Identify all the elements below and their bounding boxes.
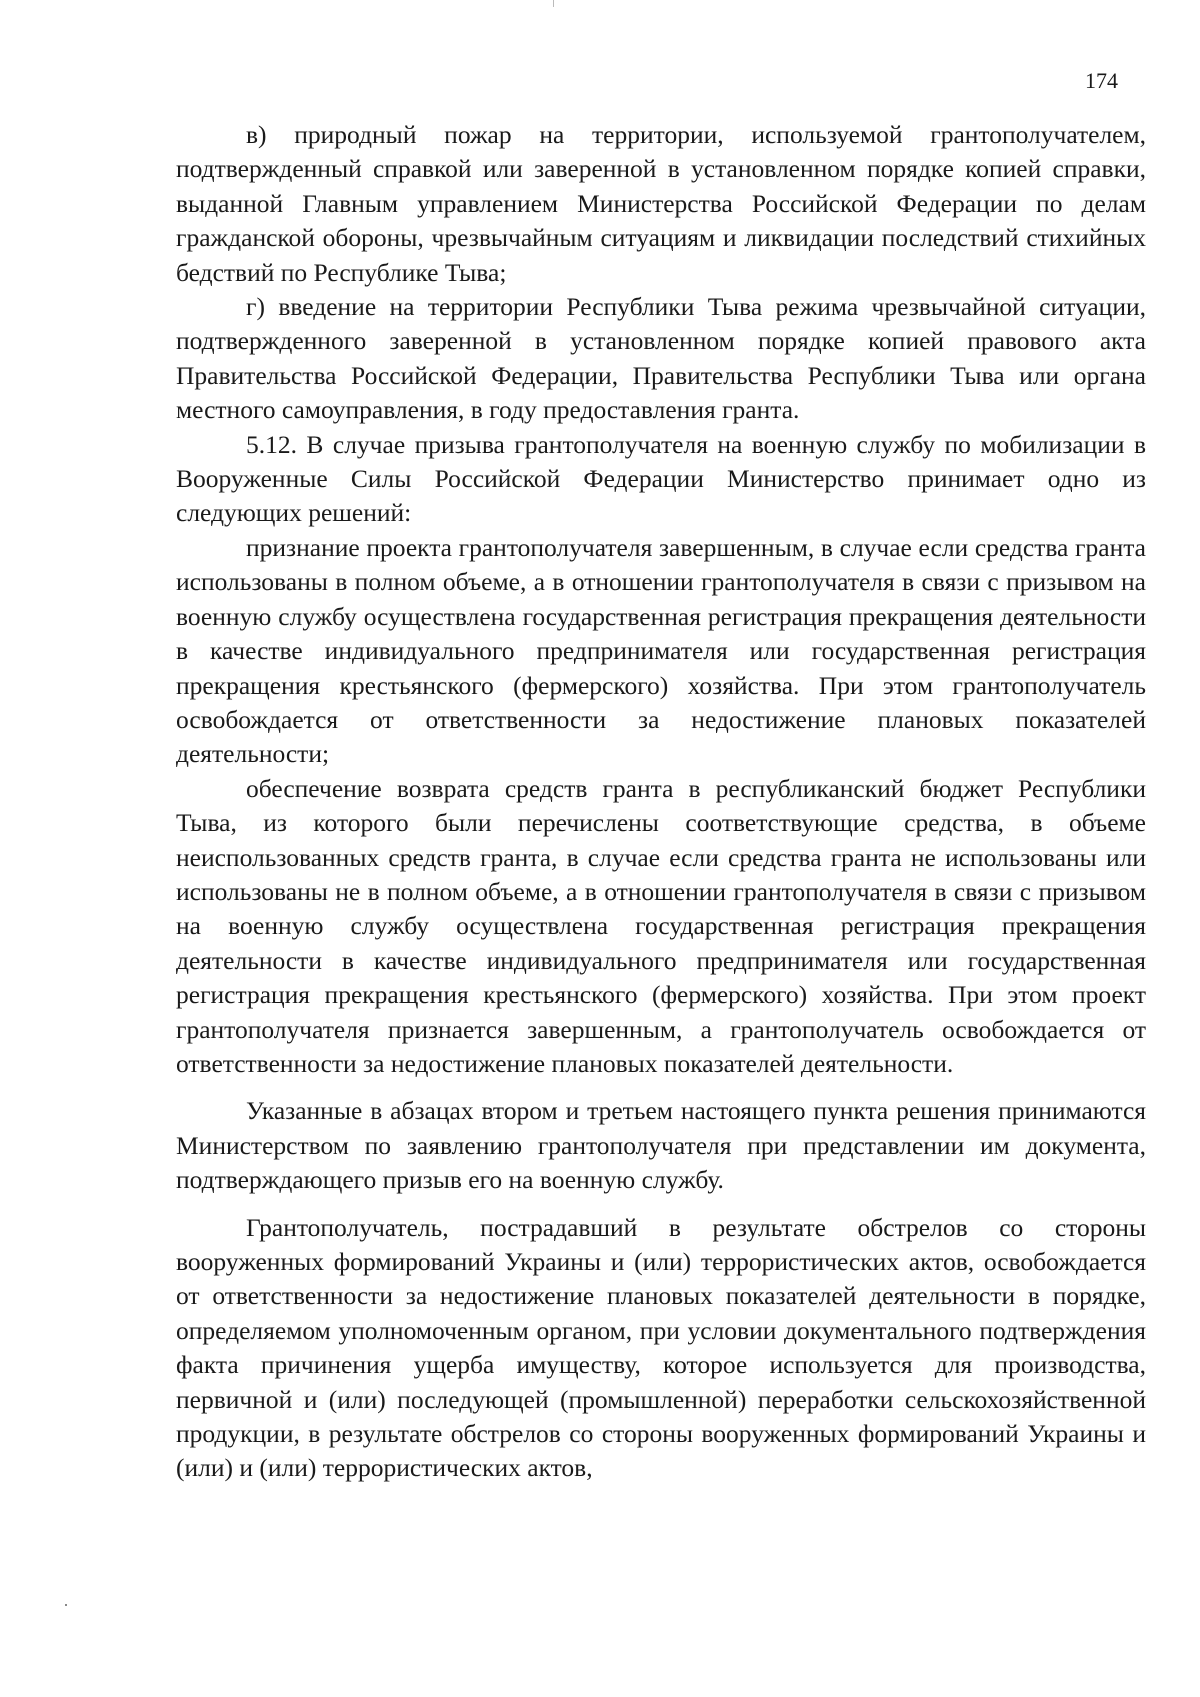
paragraph-clause-5-12: 5.12. В случае призыва грантополучателя на военную службу по мобилизации в Вооруженные Силы Российской Федерации Министерство принимает одно из следующих решений:	[176, 429, 1146, 528]
scan-speck	[65, 1604, 67, 1606]
scan-mark	[553, 0, 554, 7]
page-number: 174	[1085, 68, 1118, 93]
paragraph-damage-exemption: Грантополучатель, пострадавший в результате обстрелов со стороны вооруженных формирований Украины и (или) террористических актов, освобождается от ответственности за недостижение плановых показателей деятельности в порядке, определяемом уполномоченным органом, при условии документального подтверждения факта причинения ущерба имуществу, которое используется для производства, первичной и (или) последующей (промышленной) переработки сельскохозяйственной продукции, в результате обстрелов со стороны вооруженных формирований Украины и (или) и (или) террористических актов,	[176, 1212, 1146, 1483]
paragraph-item-g: г) введение на территории Республики Тыва режима чрезвычайной ситуации, подтвержденного заверенной в установленном порядке копией правового акта Правительства Российской Федерации, Правительства Республики Тыва или органа местного самоуправления, в году предоставления гранта.	[176, 292, 1146, 425]
paragraph-item-v: в) природный пожар на территории, используемой грантополучателем, подтвержденный справкой или заверенной в установленном порядке копией справки, выданной Главным управлением Министерства Российской Федерации по делам гражданской обороны, чрезвычайным ситуациям и ликвидации последствий стихийных бедствий по Республике Тыва;	[176, 120, 1146, 287]
paragraph-decision-procedure: Указанные в абзацах втором и третьем настоящего пункта решения принимаются Министерством по заявлению грантополучателя при представлении им документа, подтверждающего призыв его на военную службу.	[176, 1096, 1146, 1195]
paragraph-decision-completion: признание проекта грантополучателя завершенным, в случае если средства гранта использованы в полном объеме, а в отношении грантополучателя в связи с призывом на военную службу осуществлена государственная регистрация прекращения деятельности в качестве индивидуального предпринимателя или государственная регистрация прекращения крестьянского (фермерского) хозяйства. При этом грантополучатель освобождается от ответственности за недостижение плановых показателей деятельности;	[176, 532, 1146, 769]
paragraph-decision-refund: обеспечение возврата средств гранта в республиканский бюджет Республики Тыва, из которого были перечислены соответствующие средства, в объеме неиспользованных средств гранта, в случае если средства гранта не использованы или использованы не в полном объеме, а в отношении грантополучателя в связи с призывом на военную службу осуществлена государственная регистрация прекращения деятельности в качестве индивидуального предпринимателя или государственная регистрация прекращения крестьянского (фермерского) хозяйства. При этом проект грантополучателя признается завершенным, а грантополучатель освобождается от ответственности за недостижение плановых показателей деятельности.	[176, 773, 1146, 1078]
document-body	[176, 118, 1146, 1486]
